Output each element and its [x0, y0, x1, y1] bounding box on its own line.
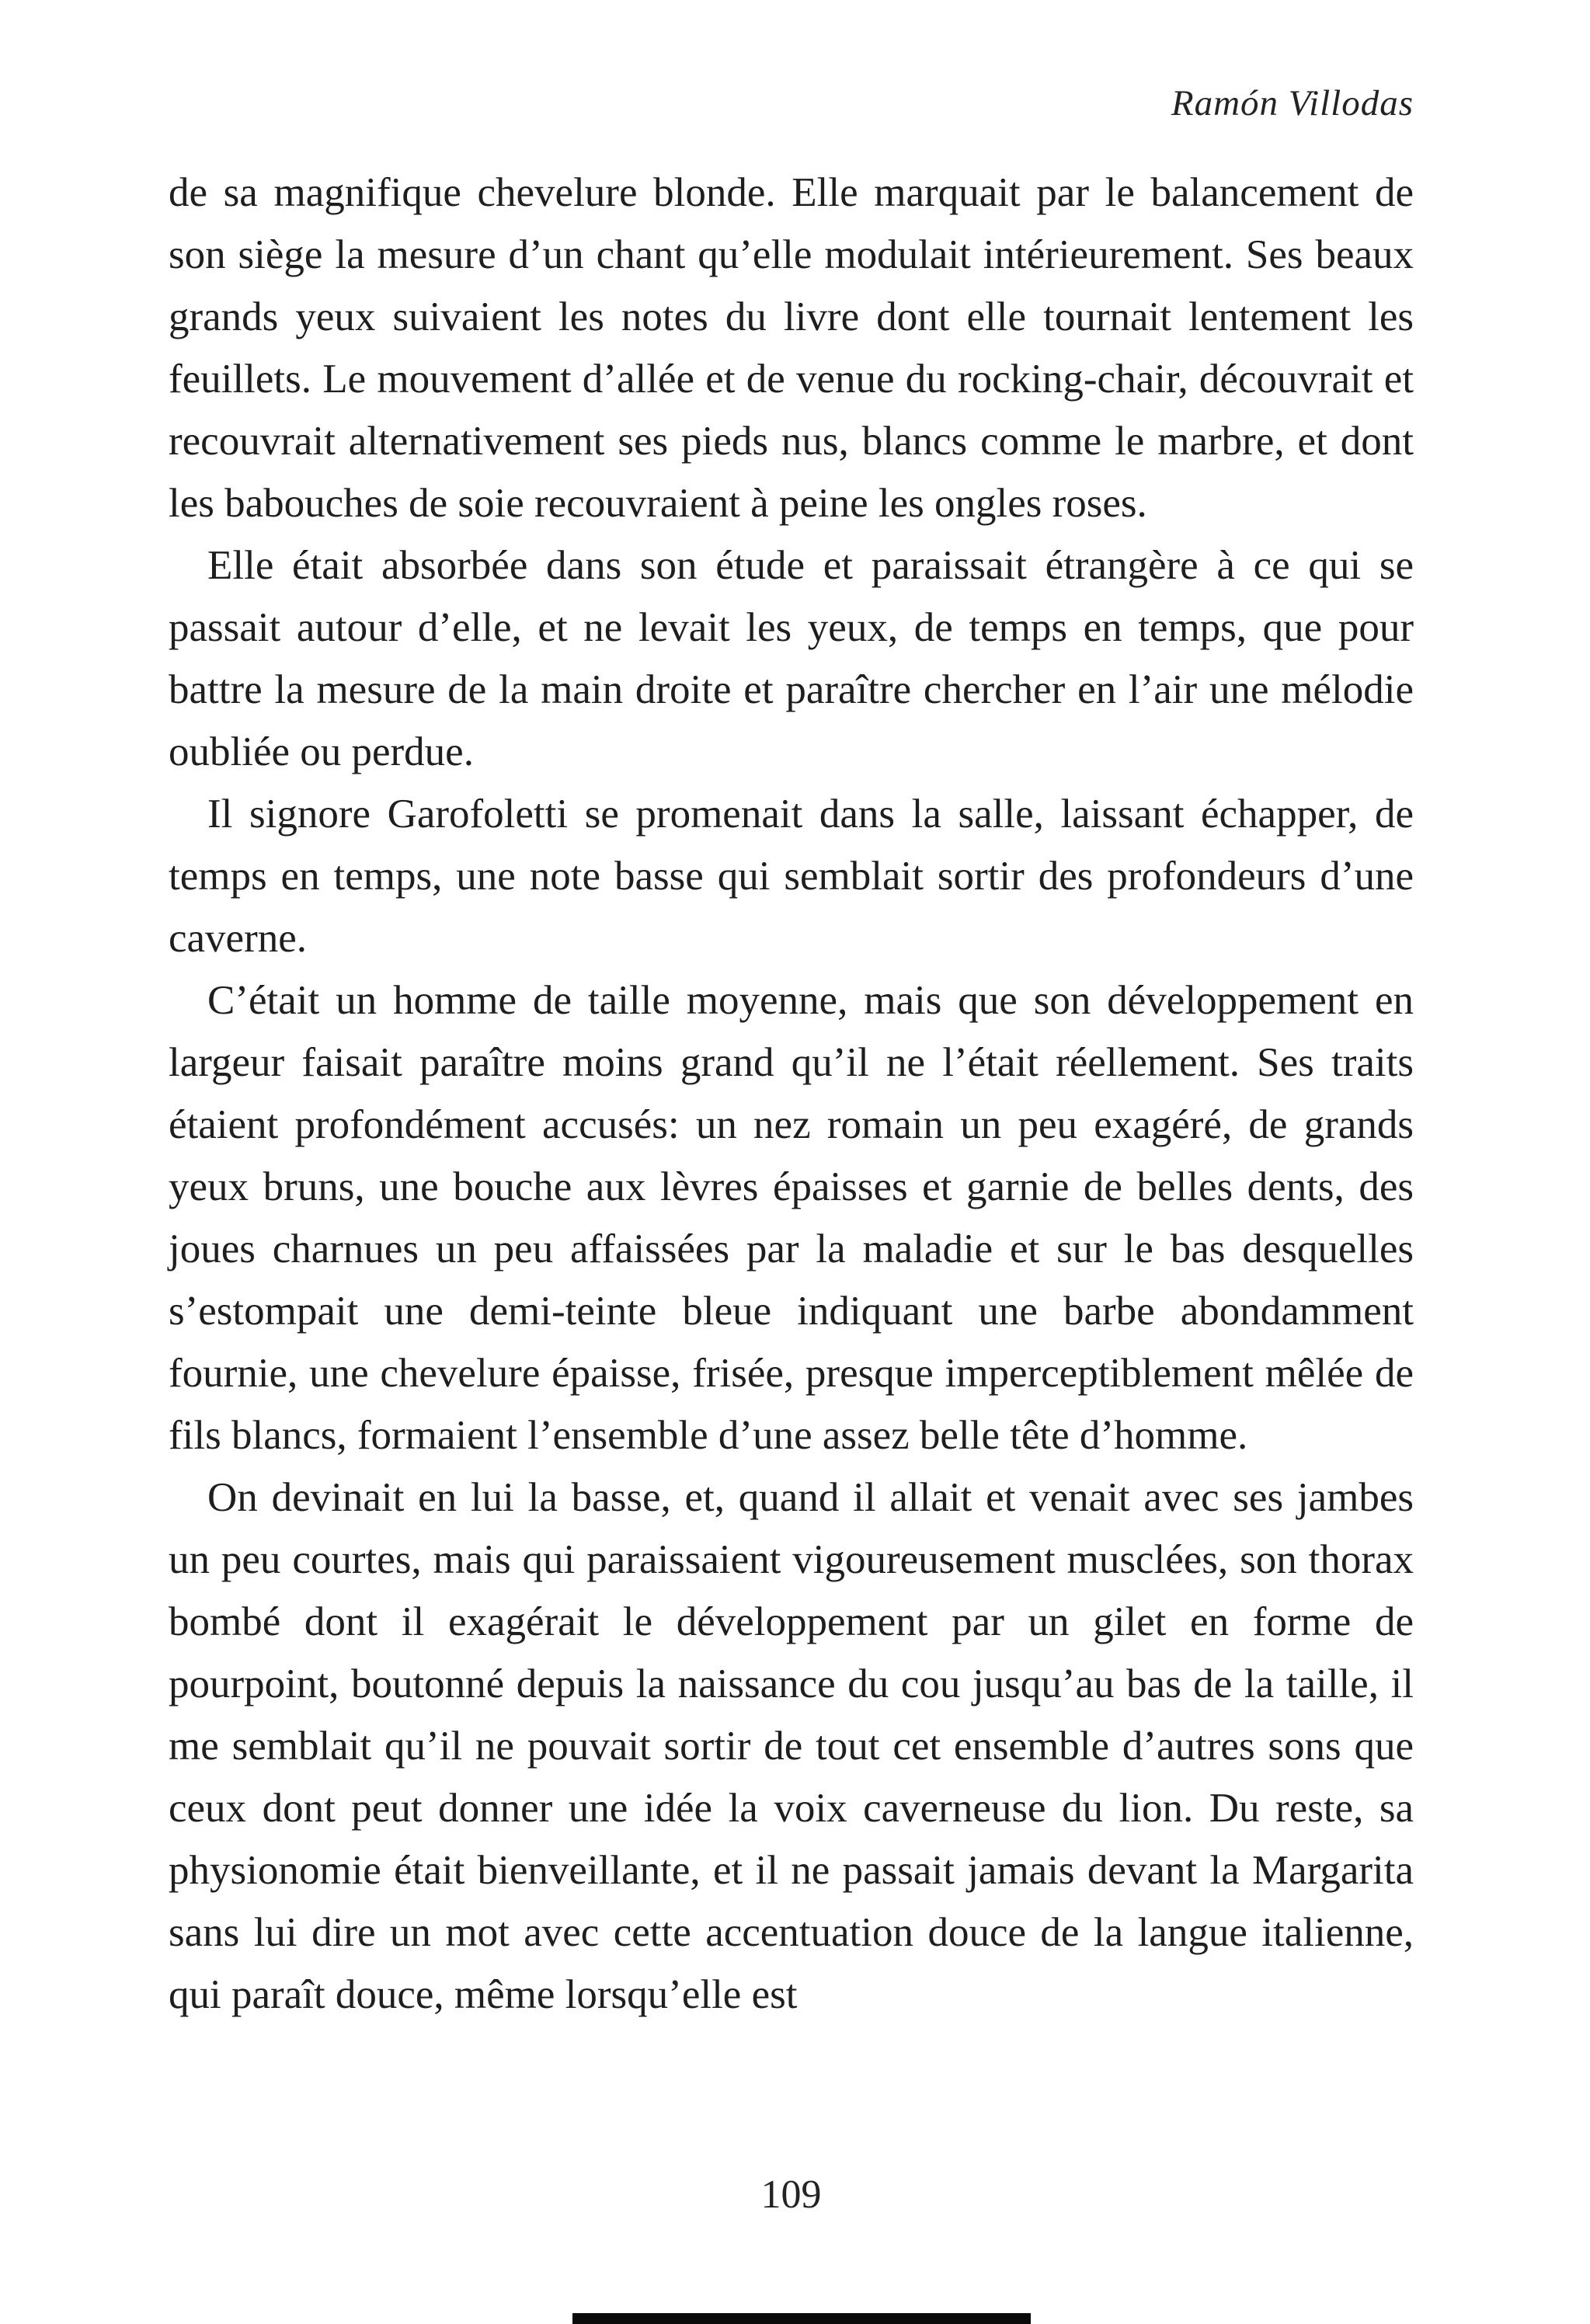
running-header: Ramón Villodas: [1171, 83, 1414, 124]
paragraph: de sa magnifique chevelure blonde. Elle marquait par le balancement de son siège la mesure d’un chant qu’elle modulait intérieurement. Ses beaux grands yeux suivaient les notes du livre dont elle tournait lentement les feuillets. Le mouvement d’allée et de venue du rocking-chair, découvrait et recouvrait alternativement ses pieds nus, blancs comme le marbre, et dont les babouches de soie recouvraient à peine les ongles roses.: [169, 170, 1414, 526]
scan-edge-artifact: [572, 2313, 1031, 2324]
body-text: [169, 162, 1414, 2026]
page-number: 109: [760, 2173, 822, 2217]
paragraph: Il signore Garofoletti se promenait dans la salle, laissant échapper, de temps en temps, une note basse qui semblait sortir des profondeurs d’une caverne.: [169, 791, 1414, 961]
paragraph: On devinait en lui la basse, et, quand il allait et venait avec ses jambes un peu courtes, mais qui paraissaient vigoureusement musclées, son thorax bombé dont il exagérait le développement par un gilet en forme de pourpoint, boutonné depuis la naissance du cou jusqu’au bas de la taille, il me semblait qu’il ne pouvait sortir de tout cet ensemble d’autres sons que ceux dont peut donner une idée la voix caverneuse du lion. Du reste, sa physionomie était bienveillante, et il ne passait jamais devant la Margarita sans lui dire un mot avec cette accentuation douce de la langue italienne, qui paraît douce, même lorsqu’elle est: [169, 1475, 1414, 2017]
paragraph: C’était un homme de taille moyenne, mais que son développement en largeur faisait paraître moins grand qu’il ne l’était réellement. Ses traits étaient profondément accusés: un nez romain un peu exagéré, de grands yeux bruns, une bouche aux lèvres épaisses et garnie de belles dents, des joues charnues un peu affaissées par la maladie et sur le bas desquelles s’estompait une demi-teinte bleue indiquant une barbe abondamment fournie, une chevelure épaisse, frisée, presque imperceptiblement mêlée de fils blancs, formaient l’ensemble d’une assez belle tête d’homme.: [169, 978, 1414, 1458]
paragraph: Elle était absorbée dans son étude et paraissait étrangère à ce qui se passait autour d’elle, et ne levait les yeux, de temps en temps, que pour battre la mesure de la main droite et paraître chercher en l’air une mélodie oubliée ou perdue.: [169, 543, 1414, 774]
